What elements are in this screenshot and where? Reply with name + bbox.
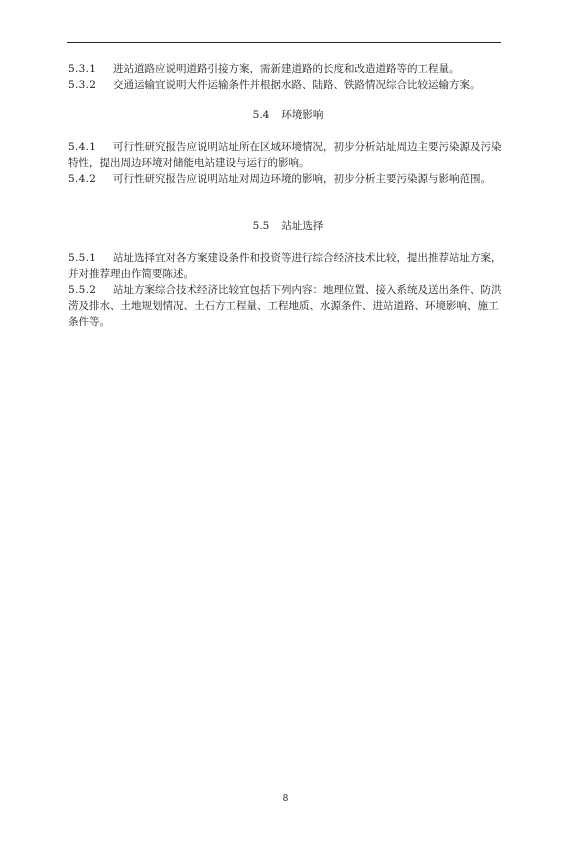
clause-text: 站址选择宜对各方案建设条件和投资等进行综合经济技术比较，提出推荐站址方案，并对推荐理由作简要陈述。 [68, 252, 502, 280]
clause-text: 进站道路应说明道路引接方案，需新建道路的长度和改造道路等的工程量。 [113, 63, 460, 75]
clause-5-5-1 [68, 250, 508, 282]
clause-number: 5.5.1 [68, 252, 97, 264]
clause-5-3-1 [68, 61, 508, 77]
section-number: 5.4 [252, 109, 270, 121]
clause-5-4-2 [68, 171, 508, 187]
clause-text: 交通运输宜说明大件运输条件并根据水路、陆路、铁路情况综合比较运输方案。 [113, 79, 481, 91]
clause-5-4-1 [68, 139, 508, 171]
clause-number: 5.5.2 [68, 284, 97, 296]
section-title: 环境影响 [281, 109, 324, 121]
section-number: 5.5 [252, 220, 270, 232]
clause-number: 5.3.1 [68, 63, 97, 75]
clause-number: 5.3.2 [68, 79, 97, 91]
clause-text: 可行性研究报告应说明站址所在区域环境情况，初步分析站址周边主要污染源及污染特性，提出周边环境对储能电站建设与运行的影响。 [68, 141, 502, 169]
clause-number: 5.4.1 [68, 141, 97, 153]
document-body [68, 61, 508, 330]
clause-5-3-2 [68, 77, 508, 93]
clause-number: 5.4.2 [68, 173, 97, 185]
clause-5-5-2 [68, 282, 508, 330]
section-title: 站址选择 [281, 220, 324, 232]
clause-text: 站址方案综合技术经济比较宜包括下列内容：地理位置、接入系统及送出条件、防洪涝及排水、土地规划情况、土石方工程量、工程地质、水源条件、进站道路、环境影响、施工条件等。 [68, 284, 502, 328]
header-rule [67, 42, 501, 43]
page-number: 8 [282, 794, 289, 804]
section-heading-5-5 [68, 218, 508, 234]
clause-text: 可行性研究报告应说明站址对周边环境的影响，初步分析主要污染源与影响范围。 [113, 173, 491, 185]
section-heading-5-4 [68, 107, 508, 123]
